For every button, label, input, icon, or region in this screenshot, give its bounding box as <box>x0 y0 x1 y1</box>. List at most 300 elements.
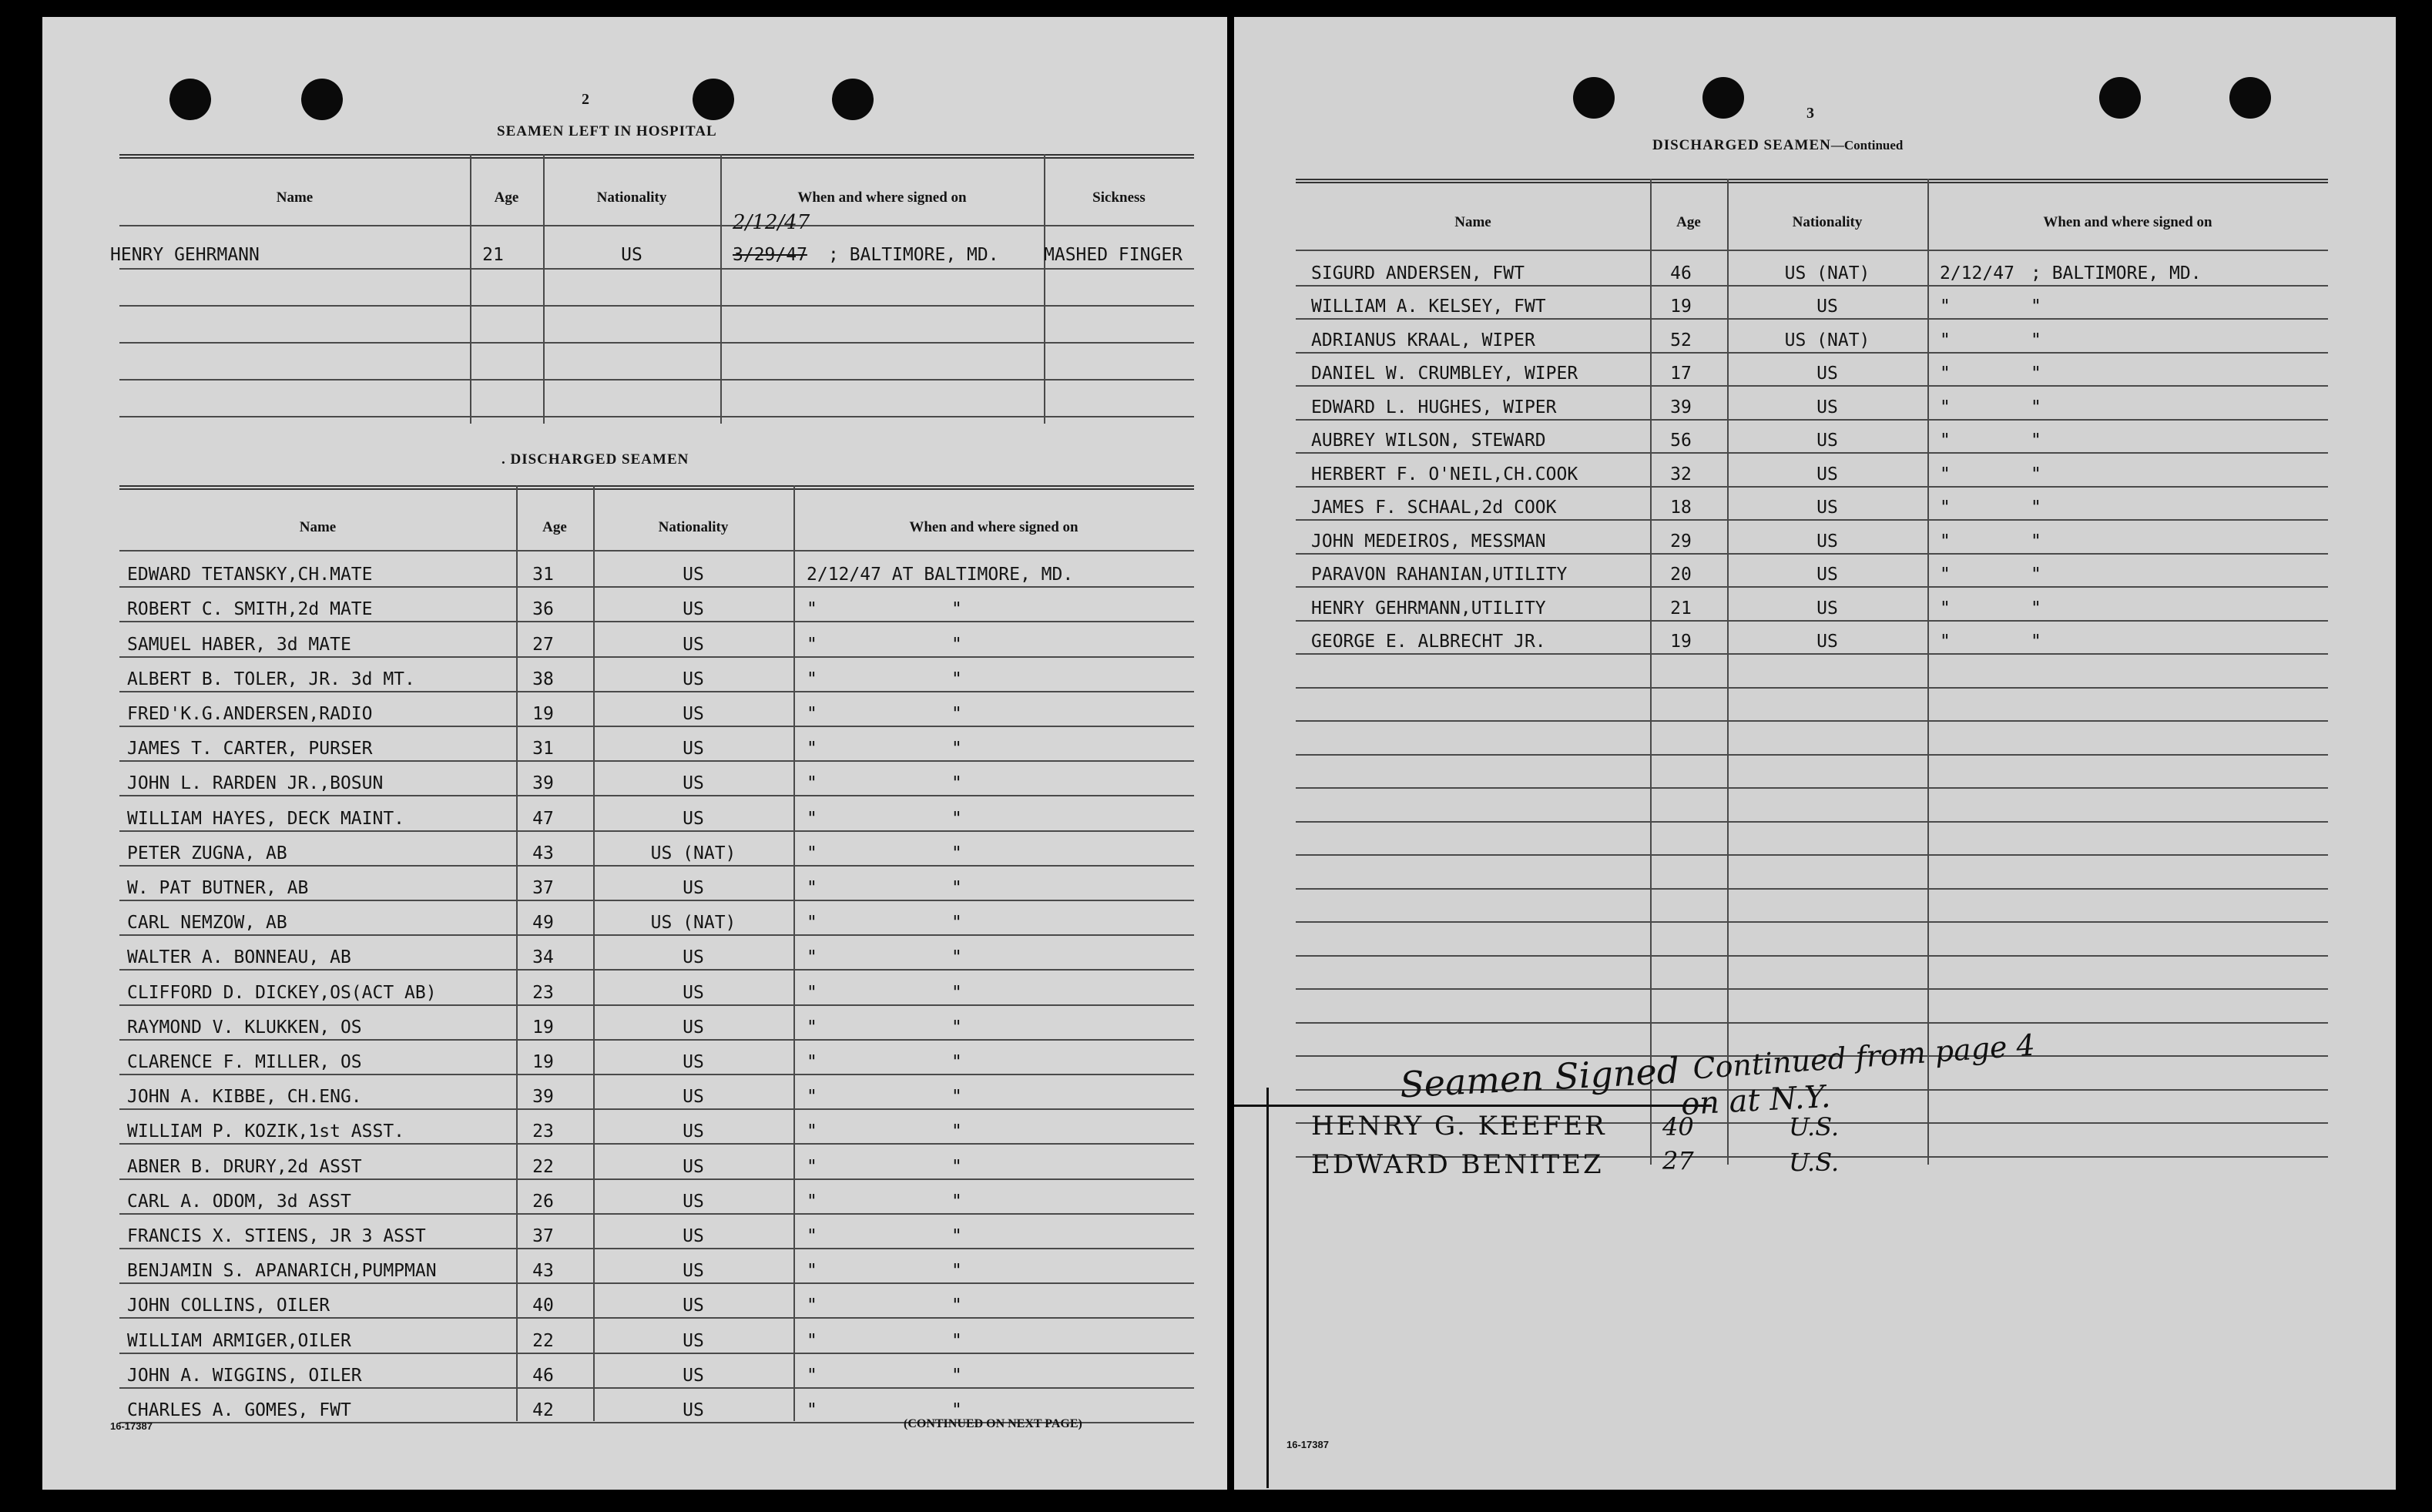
date-cell: " <box>1940 565 1951 585</box>
nationality-cell: US <box>683 1156 704 1177</box>
row-rule <box>119 305 1194 307</box>
name-cell: CARL NEMZOW, AB <box>127 913 287 934</box>
name-cell: W. PAT BUTNER, AB <box>127 877 309 898</box>
nationality-cell: US <box>621 245 642 265</box>
nationality-cell: US <box>683 565 704 585</box>
right-page <box>1234 17 2396 1490</box>
name-cell: PARAVON RAHANIAN,UTILITY <box>1311 565 1568 585</box>
age-cell: 46 <box>1670 263 1692 283</box>
table-row <box>119 656 1194 691</box>
col-divider <box>1044 154 1045 424</box>
row-rule <box>1296 787 2328 789</box>
row-rule <box>119 342 1194 344</box>
name-cell: JOHN COLLINS, OILER <box>127 1296 330 1316</box>
nationality-cell: US <box>683 669 704 689</box>
age-cell: 39 <box>1670 397 1692 417</box>
col-header-name: Name <box>276 189 314 206</box>
date-cell: " <box>807 599 817 620</box>
nationality-cell: US (NAT) <box>1784 330 1870 350</box>
age-cell: 19 <box>532 703 554 724</box>
nationality-cell: US <box>683 808 704 829</box>
handwritten-nationality: U.S. <box>1789 1148 1840 1177</box>
date-cell: " <box>807 1156 817 1177</box>
date-cell: " <box>807 739 817 759</box>
table-row <box>119 1178 1194 1213</box>
table-row <box>1296 519 2328 553</box>
date-cell: " <box>1940 330 1951 350</box>
hospital-row <box>110 211 1194 267</box>
age-cell: 26 <box>532 1191 554 1212</box>
age-cell: 21 <box>482 245 504 265</box>
form-number: 16-17387 <box>110 1420 153 1432</box>
nationality-cell: US (NAT) <box>650 843 736 863</box>
nationality-cell: US <box>683 773 704 794</box>
place-cell: " <box>951 1330 962 1351</box>
name-cell: ADRIANUS KRAAL, WIPER <box>1311 330 1535 350</box>
punch-hole <box>1573 77 1615 119</box>
date-cell: " <box>807 1087 817 1108</box>
name-cell: WILLIAM A. KELSEY, FWT <box>1311 297 1546 317</box>
table-row <box>119 621 1194 655</box>
continued-note: (CONTINUED ON NEXT PAGE) <box>904 1417 1082 1430</box>
row-rule <box>1296 720 2328 722</box>
table-row <box>119 1143 1194 1178</box>
row-rule <box>1296 754 2328 756</box>
place-cell: " <box>951 1400 962 1420</box>
place-cell: " <box>951 1087 962 1108</box>
nationality-cell: US <box>683 1121 704 1142</box>
table-row <box>1296 318 2328 352</box>
place-cell: ; BALTIMORE, MD. <box>2031 263 2202 283</box>
date-cell: " <box>1940 464 1951 484</box>
name-cell: BENJAMIN S. APANARICH,PUMPMAN <box>127 1261 437 1282</box>
age-cell: 39 <box>532 1087 554 1108</box>
punch-hole <box>832 79 874 120</box>
date-cell: " <box>807 1330 817 1351</box>
date-cell: " <box>1940 632 1951 652</box>
left-page <box>42 17 1227 1490</box>
table-row <box>119 865 1194 900</box>
name-cell: JAMES F. SCHAAL,2d COOK <box>1311 498 1557 518</box>
section-title-continued: —Continued <box>1830 138 1904 153</box>
name-cell: AUBREY WILSON, STEWARD <box>1311 431 1546 451</box>
table-row <box>1296 452 2328 486</box>
age-cell: 19 <box>1670 632 1692 652</box>
name-cell: GEORGE E. ALBRECHT JR. <box>1311 632 1546 652</box>
punch-hole <box>2099 77 2141 119</box>
row-rule <box>119 379 1194 381</box>
place-cell: " <box>951 1156 962 1177</box>
table-rule <box>1296 179 2328 183</box>
nationality-cell: US <box>1816 565 1838 585</box>
table-row <box>1296 586 2328 620</box>
nationality-cell: US <box>1816 364 1838 384</box>
row-rule <box>119 268 1194 270</box>
handwritten-name: EDWARD BENITEZ <box>1311 1149 1604 1180</box>
age-cell: 21 <box>1670 598 1692 619</box>
place-cell: " <box>951 703 962 724</box>
col-header-age: Age <box>494 189 519 206</box>
age-cell: 19 <box>1670 297 1692 317</box>
col-header-nationality: Nationality <box>658 519 729 535</box>
handwritten-margin-line <box>1266 1088 1269 1488</box>
name-cell: HENRY GEHRMANN <box>110 245 260 265</box>
age-cell: 31 <box>532 739 554 759</box>
col-divider <box>720 154 722 424</box>
row-rule <box>1296 955 2328 957</box>
row-rule <box>119 416 1194 417</box>
table-row <box>119 1353 1194 1387</box>
date-cell: 2/12/47 AT BALTIMORE, MD. <box>807 565 1074 585</box>
date-cell: " <box>1940 431 1951 451</box>
table-row <box>119 726 1194 760</box>
name-cell: EDWARD TETANSKY,CH.MATE <box>127 565 373 585</box>
name-cell: CLARENCE F. MILLER, OS <box>127 1051 362 1072</box>
row-rule <box>1296 687 2328 689</box>
name-cell: WALTER A. BONNEAU, AB <box>127 947 351 968</box>
place-cell: " <box>2031 464 2041 484</box>
place-cell: " <box>951 947 962 968</box>
date-cell: " <box>807 703 817 724</box>
date-cell: " <box>807 808 817 829</box>
sickness-cell: MASHED FINGER <box>1044 245 1183 265</box>
nationality-cell: US <box>683 739 704 759</box>
name-cell: DANIEL W. CRUMBLEY, WIPER <box>1311 364 1578 384</box>
date-cell: " <box>1940 531 1951 551</box>
table-row <box>1296 352 2328 386</box>
name-cell: SIGURD ANDERSEN, FWT <box>1311 263 1525 283</box>
punch-hole <box>301 79 343 120</box>
age-cell: 22 <box>532 1156 554 1177</box>
date-cell: " <box>1940 598 1951 619</box>
handwritten-age: 27 <box>1662 1146 1694 1175</box>
age-cell: 31 <box>532 565 554 585</box>
col-header-nationality: Nationality <box>596 189 667 206</box>
nationality-cell: US <box>683 1225 704 1246</box>
table-row <box>119 551 1194 586</box>
nationality-cell: US <box>683 877 704 898</box>
date-cell: " <box>1940 297 1951 317</box>
punch-hole <box>693 79 734 120</box>
place-cell: " <box>951 669 962 689</box>
age-cell: 42 <box>532 1400 554 1420</box>
nationality-cell: US <box>1816 397 1838 417</box>
age-cell: 38 <box>532 669 554 689</box>
struck-date: 3/29/47 <box>733 245 807 265</box>
place-cell: ; BALTIMORE, MD. <box>828 245 999 265</box>
place-cell: " <box>2031 297 2041 317</box>
nationality-cell: US (NAT) <box>1784 263 1870 283</box>
place-cell: " <box>951 1296 962 1316</box>
age-cell: 23 <box>532 1121 554 1142</box>
table-row <box>119 691 1194 726</box>
date-cell: " <box>1940 498 1951 518</box>
place-cell: " <box>951 634 962 655</box>
table-row <box>119 934 1194 969</box>
name-cell: FRANCIS X. STIENS, JR 3 ASST <box>127 1225 426 1246</box>
age-cell: 52 <box>1670 330 1692 350</box>
date-cell: " <box>807 1296 817 1316</box>
date-cell: 2/12/47 <box>1940 263 2014 283</box>
date-cell: " <box>807 1121 817 1142</box>
place-cell: " <box>2031 531 2041 551</box>
name-cell: CARL A. ODOM, 3d ASST <box>127 1191 351 1212</box>
date-cell: " <box>807 982 817 1003</box>
name-cell: CLIFFORD D. DICKEY,OS(ACT AB) <box>127 982 437 1003</box>
discharged-section-title: . DISCHARGED SEAMEN <box>501 451 689 468</box>
age-cell: 17 <box>1670 364 1692 384</box>
date-cell: " <box>807 773 817 794</box>
date-cell: " <box>1940 397 1951 417</box>
col-header-name: Name <box>299 519 337 535</box>
corrected-date: 2/12/47 <box>733 211 810 234</box>
date-cell: " <box>807 913 817 934</box>
table-row <box>1296 385 2328 419</box>
age-cell: 20 <box>1670 565 1692 585</box>
nationality-cell: US <box>1816 531 1838 551</box>
date-cell: " <box>807 1400 817 1420</box>
table-row <box>119 900 1194 934</box>
name-cell: SAMUEL HABER, 3d MATE <box>127 634 351 655</box>
place-cell: " <box>2031 364 2041 384</box>
name-cell: JOHN L. RARDEN JR.,BOSUN <box>127 773 384 794</box>
date-cell: " <box>807 634 817 655</box>
handwritten-location-note: on at N.Y. <box>1679 1078 1832 1123</box>
nationality-cell: US <box>683 1365 704 1386</box>
row-rule <box>1296 854 2328 856</box>
date-cell: " <box>807 1051 817 1072</box>
nationality-cell: US <box>683 599 704 620</box>
place-cell: " <box>951 739 962 759</box>
place-cell: " <box>951 877 962 898</box>
place-cell: " <box>951 808 962 829</box>
nationality-cell: US <box>683 1017 704 1038</box>
age-cell: 40 <box>532 1296 554 1316</box>
age-cell: 32 <box>1670 464 1692 484</box>
handwritten-nationality: U.S. <box>1789 1112 1840 1142</box>
place-cell: " <box>951 773 962 794</box>
name-cell: ABNER B. DRURY,2d ASST <box>127 1156 362 1177</box>
form-number: 16-17387 <box>1286 1439 1329 1450</box>
date-cell: " <box>807 1365 817 1386</box>
place-cell: " <box>951 1017 962 1038</box>
row-rule <box>1296 821 2328 823</box>
page-number: 2 <box>582 91 589 108</box>
date-cell: " <box>807 947 817 968</box>
col-divider <box>470 154 471 424</box>
place-cell: " <box>2031 397 2041 417</box>
age-cell: 49 <box>532 913 554 934</box>
name-cell: HENRY GEHRMANN,UTILITY <box>1311 598 1546 619</box>
place-cell: " <box>951 1365 962 1386</box>
place-cell: " <box>2031 498 2041 518</box>
name-cell: JOHN A. WIGGINS, OILER <box>127 1365 362 1386</box>
name-cell: ROBERT C. SMITH,2d MATE <box>127 599 373 620</box>
row-rule <box>1296 1022 2328 1024</box>
table-row <box>119 795 1194 830</box>
name-cell: WILLIAM HAYES, DECK MAINT. <box>127 808 405 829</box>
name-cell: ALBERT B. TOLER, JR. 3d MT. <box>127 669 415 689</box>
nationality-cell: US <box>1816 431 1838 451</box>
nationality-cell: US <box>683 1400 704 1420</box>
header-rule <box>119 225 1194 226</box>
name-cell: WILLIAM P. KOZIK,1st ASST. <box>127 1121 405 1142</box>
nationality-cell: US (NAT) <box>650 913 736 934</box>
name-cell: JOHN A. KIBBE, CH.ENG. <box>127 1087 362 1108</box>
hospital-section-title: SEAMEN LEFT IN HOSPITAL <box>497 123 717 139</box>
place-cell: " <box>951 1261 962 1282</box>
name-cell: HERBERT F. O'NEIL,CH.COOK <box>1311 464 1578 484</box>
table-row <box>1296 486 2328 520</box>
punch-hole <box>1702 77 1744 119</box>
age-cell: 19 <box>532 1017 554 1038</box>
discharged-table <box>119 485 1194 1421</box>
row-rule <box>1296 921 2328 923</box>
nationality-cell: US <box>1816 464 1838 484</box>
name-cell: EDWARD L. HUGHES, WIPER <box>1311 397 1557 417</box>
table-rule <box>119 154 1194 159</box>
place-cell: " <box>951 1121 962 1142</box>
nationality-cell: US <box>683 1087 704 1108</box>
nationality-cell: US <box>683 1330 704 1351</box>
date-cell: " <box>807 877 817 898</box>
table-row <box>119 830 1194 865</box>
handwritten-name: HENRY G. KEEFER <box>1311 1111 1607 1142</box>
table-row <box>1296 553 2328 587</box>
age-cell: 37 <box>532 877 554 898</box>
handwritten-signed-note: Seamen Signed <box>1398 1049 1681 1106</box>
row-rule <box>1296 988 2328 990</box>
col-header-name: Name <box>1454 214 1491 230</box>
name-cell: WILLIAM ARMIGER,OILER <box>127 1330 351 1351</box>
date-cell: " <box>807 1225 817 1246</box>
age-cell: 18 <box>1670 498 1692 518</box>
table-row <box>119 1108 1194 1143</box>
col-header-age: Age <box>1676 214 1701 230</box>
section-title <box>1652 137 1903 154</box>
nationality-cell: US <box>1816 297 1838 317</box>
place-cell: " <box>951 913 962 934</box>
table-row <box>119 760 1194 795</box>
age-cell: 36 <box>532 599 554 620</box>
table-row <box>119 1248 1194 1282</box>
name-cell: JAMES T. CARTER, PURSER <box>127 739 373 759</box>
table-row <box>1296 251 2328 285</box>
table-row <box>119 586 1194 621</box>
table-row <box>119 969 1194 1004</box>
name-cell: PETER ZUGNA, AB <box>127 843 287 863</box>
col-header-age: Age <box>542 519 567 535</box>
age-cell: 46 <box>532 1365 554 1386</box>
name-cell: JOHN MEDEIROS, MESSMAN <box>1311 531 1546 551</box>
handwritten-continued-note: Continued from page 4 <box>1692 1028 2036 1086</box>
punch-hole <box>169 79 211 120</box>
table-row <box>1296 285 2328 319</box>
place-cell: " <box>951 843 962 863</box>
date-cell: " <box>807 843 817 863</box>
name-cell: FRED'K.G.ANDERSEN,RADIO <box>127 703 373 724</box>
table-row <box>119 1074 1194 1108</box>
row-rule <box>1296 888 2328 890</box>
place-cell: " <box>2031 598 2041 619</box>
date-cell: " <box>807 1191 817 1212</box>
name-cell: CHARLES A. GOMES, FWT <box>127 1400 351 1420</box>
age-cell: 34 <box>532 947 554 968</box>
place-cell: " <box>951 1191 962 1212</box>
col-header-signed-on: When and where signed on <box>2043 214 2212 230</box>
nationality-cell: US <box>683 1296 704 1316</box>
age-cell: 19 <box>532 1051 554 1072</box>
age-cell: 27 <box>532 634 554 655</box>
date-cell: " <box>807 1017 817 1038</box>
page-number: 3 <box>1806 105 1814 122</box>
nationality-cell: US <box>1816 598 1838 619</box>
section-title-main: DISCHARGED SEAMEN <box>1652 137 1831 153</box>
date-cell: " <box>807 1261 817 1282</box>
nationality-cell: US <box>1816 498 1838 518</box>
place-cell: " <box>2031 565 2041 585</box>
age-cell: 56 <box>1670 431 1692 451</box>
row-rule <box>1296 653 2328 655</box>
date-cell: " <box>1940 364 1951 384</box>
nationality-cell: US <box>1816 632 1838 652</box>
table-row <box>119 1039 1194 1074</box>
discharged-table-continued <box>1296 179 2328 1165</box>
table-row <box>119 1004 1194 1039</box>
nationality-cell: US <box>683 1051 704 1072</box>
place-cell: " <box>2031 632 2041 652</box>
nationality-cell: US <box>683 1191 704 1212</box>
table-row <box>1296 620 2328 654</box>
place-cell: " <box>951 599 962 620</box>
col-divider <box>543 154 545 424</box>
nationality-cell: US <box>683 703 704 724</box>
col-header-signed-on: When and where signed on <box>797 189 967 206</box>
place-cell: " <box>951 1051 962 1072</box>
table-row <box>119 1213 1194 1248</box>
age-cell: 43 <box>532 1261 554 1282</box>
nationality-cell: US <box>683 1261 704 1282</box>
age-cell: 39 <box>532 773 554 794</box>
handwritten-rule <box>1234 1105 1712 1107</box>
age-cell: 37 <box>532 1225 554 1246</box>
age-cell: 43 <box>532 843 554 863</box>
table-row <box>119 1282 1194 1317</box>
nationality-cell: US <box>683 982 704 1003</box>
hospital-table <box>110 154 1194 424</box>
date-cell: " <box>807 669 817 689</box>
punch-hole <box>2229 77 2271 119</box>
place-cell: " <box>2031 330 2041 350</box>
name-cell: RAYMOND V. KLUKKEN, OS <box>127 1017 362 1038</box>
handwritten-age: 40 <box>1662 1112 1694 1142</box>
place-cell: " <box>2031 431 2041 451</box>
age-cell: 23 <box>532 982 554 1003</box>
col-header-nationality: Nationality <box>1792 214 1863 230</box>
nationality-cell: US <box>683 634 704 655</box>
place-cell: " <box>951 1225 962 1246</box>
age-cell: 22 <box>532 1330 554 1351</box>
col-header-signed-on: When and where signed on <box>909 519 1078 535</box>
table-row <box>1296 419 2328 453</box>
age-cell: 29 <box>1670 531 1692 551</box>
table-rule <box>119 485 1194 490</box>
table-row <box>119 1317 1194 1352</box>
col-header-sickness: Sickness <box>1092 189 1146 206</box>
place-cell: " <box>951 982 962 1003</box>
age-cell: 47 <box>532 808 554 829</box>
nationality-cell: US <box>683 947 704 968</box>
